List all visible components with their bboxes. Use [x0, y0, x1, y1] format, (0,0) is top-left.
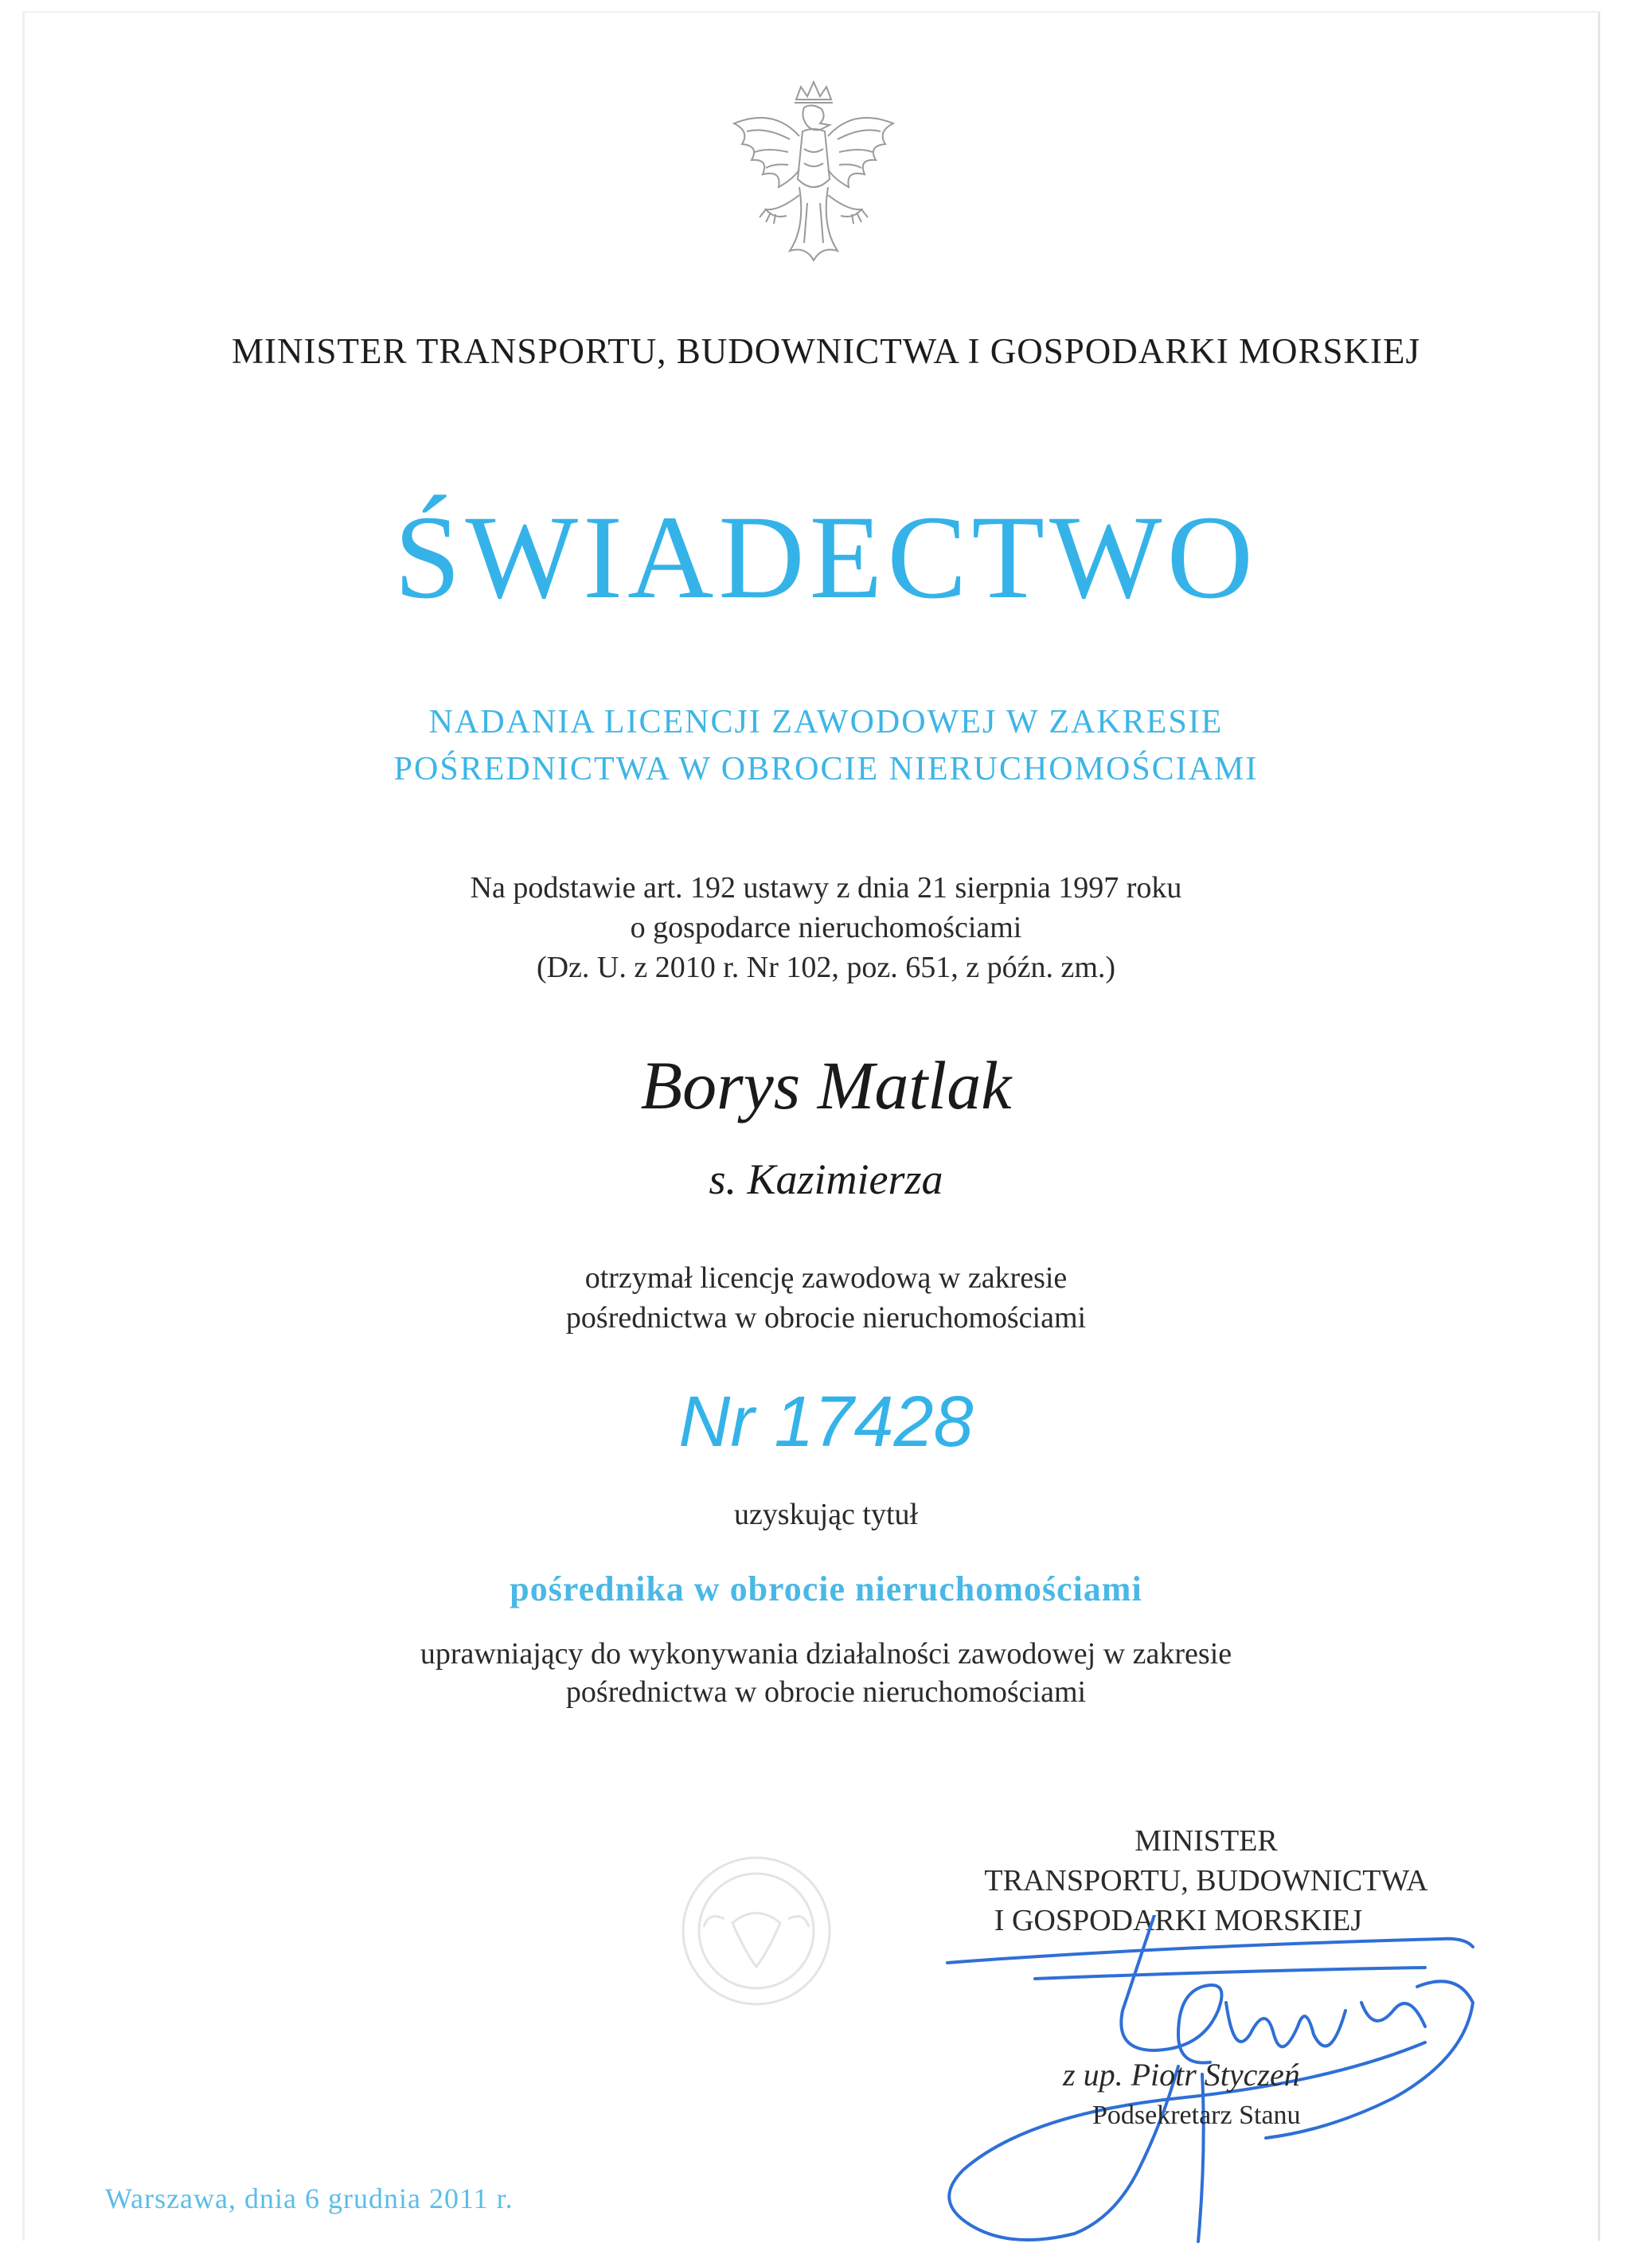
title-intro: uzyskując tytuł: [733, 1498, 919, 1531]
legal-basis-line: Na podstawie art. 192 ustawy z dnia 21 sierpnia 1997 roku: [470, 871, 1182, 905]
signature-office-line: I GOSPODARKI MORSKIEJ: [994, 1904, 1363, 1937]
license-received-line: otrzymał licencję zawodową w zakresie: [584, 1261, 1068, 1295]
legal-basis-line: o gospodarce nieruchomościami: [630, 911, 1022, 944]
scope-line: pośrednictwa w obrocie nieruchomościami: [565, 1675, 1087, 1709]
signature-office-line: MINISTER: [1135, 1824, 1278, 1858]
place-and-date: Warszawa, dnia 6 grudnia 2011 r.: [105, 2183, 514, 2214]
document-subtitle-line: POŚREDNICTWA W OBROCIE NIERUCHOMOŚCIAMI: [393, 751, 1259, 788]
scope-line: uprawniający do wykonywania działalności zawodowej w zakresie: [420, 1637, 1232, 1671]
holder-parent-name: s. Kazimierza: [709, 1155, 943, 1203]
signature-office-line: TRANSPORTU, BUDOWNICTWA: [984, 1864, 1428, 1897]
holder-name: Borys Matlak: [640, 1047, 1012, 1124]
issuer-heading: MINISTER TRANSPORTU, BUDOWNICTWA I GOSPODARKI MORSKIEJ: [231, 331, 1421, 371]
embossed-seal-icon: [677, 1847, 836, 2015]
signatory-role: Podsekretarz Stanu: [1092, 2101, 1301, 2130]
signatory-name: z up. Piotr Styczeń: [1063, 2057, 1300, 2093]
legal-basis-line: (Dz. U. z 2010 r. Nr 102, poz. 651, z późn. zm.): [536, 951, 1116, 984]
document-subtitle-line: NADANIA LICENCJI ZAWODOWEJ W ZAKRESIE: [428, 704, 1224, 741]
document-title: ŚWIADECTWO: [394, 491, 1258, 623]
professional-title: pośrednika w obrocie nieruchomościami: [510, 1569, 1142, 1608]
polish-eagle-emblem-icon: [710, 76, 917, 291]
license-number: Nr 17428: [678, 1382, 974, 1462]
license-received-line: pośrednictwa w obrocie nieruchomościami: [565, 1301, 1087, 1335]
